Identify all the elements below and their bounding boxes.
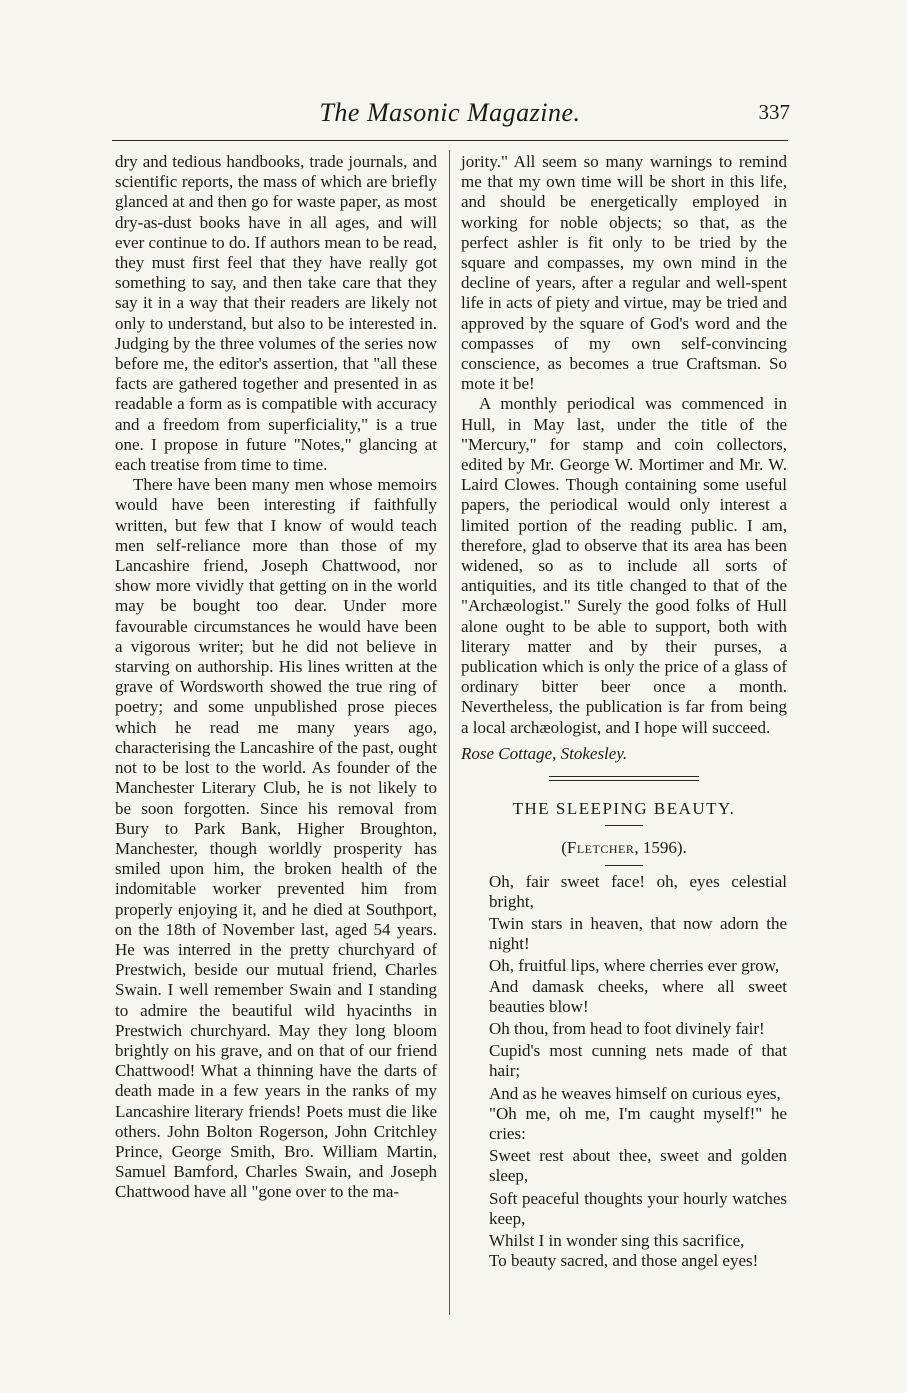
poem-verse: To beauty sacred, and those angel eyes!: [489, 1251, 759, 1271]
poem-verse: Soft peaceful thoughts your hourly watches keep,: [489, 1188, 787, 1228]
left-column: [115, 152, 437, 1203]
title-rule: [605, 825, 643, 826]
poem-verse: And as he weaves himself on curious eyes,: [489, 1083, 781, 1103]
poem-verse: Sweet rest about thee, sweet and golden sleep,: [489, 1146, 787, 1186]
poem-verse: Oh thou, from head to foot divinely fair!: [489, 1018, 765, 1038]
page-header: [110, 98, 790, 128]
signature: Rose Cottage, Stokesley.: [461, 743, 628, 763]
poem-body: [461, 872, 787, 1272]
poem-title: THE SLEEPING BEAUTY.: [512, 799, 736, 819]
poem-attribution: [461, 838, 787, 858]
page-number: 337: [758, 100, 790, 124]
right-column: [461, 152, 787, 1271]
poem-verse: Whilst I in wonder sing this sacrifice,: [489, 1230, 745, 1250]
header-rule: [112, 140, 788, 141]
paragraph: dry and tedious handbooks, trade journals, and scientific reports, the mass of which are briefly glanced at and then go for waste paper, as most dry-as-dust books have in all ages, and will ever continue to do. If authors mean to be read, they must first feel that they have really got something to say, and then take care that they say it in a way that their readers are likely not only to understand, but also to be interested in. Judging by the three volumes of the series now before me, the editor's assertion, that "all these facts are gathered together and presented in as readable a form as is compatible with accuracy and a freedom from superficiality," is a true one. I propose in future "Notes," glancing at each treatise from time to time.: [115, 152, 437, 475]
column-divider: [449, 150, 450, 1315]
section-rule: [549, 776, 699, 781]
running-title: The Masonic Magazine.: [319, 98, 581, 127]
attribution-author: Fletcher: [566, 838, 635, 858]
poem-verse: Cupid's most cunning nets made of that hair;: [489, 1041, 787, 1081]
poem-verse: And damask cheeks, where all sweet beauties blow!: [489, 976, 787, 1016]
poem-verse: Oh, fair sweet face! oh, eyes celestial bright,: [489, 871, 787, 911]
paragraph: jority." All seem so many warnings to remind me that my own time will be short in this life, and should be energetically employed in working for noble objects; so that, as the perfect ashler is fit only to be tried by the square and compasses, my own mind in the decline of years, after a regular and well-spent life in acts of piety and virtue, may be tried and approved by the square of God's word and the compasses of my own self-convincing conscience, as becomes a true Craftsman. So mote it be!: [461, 152, 787, 394]
poem-verse: Twin stars in heaven, that now adorn the night!: [489, 913, 787, 954]
attribution-close: , 1596).: [634, 838, 687, 858]
paragraph: There have been many men whose memoirs would have been interesting if faithfully written, but few that I know of would teach men self-reliance more than those of my Lancashire friend, Joseph Chattwood, nor show more vividly that getting on in the world may be bought too dear. Under more favourable circumstances he would have been a vigorous writer; but he did not believe in starving on authorship. His lines written at the grave of Wordsworth showed the true ring of poetry; and some unpublished prose pieces which he read me many years ago, characterising the Lancashire of the past, ought not to be lost to the world. As founder of the Manchester Literary Club, he is not likely to be soon forgotten. Since his removal from Bury to Park Bank, Higher Broughton, Manchester, though worldly prosperity has smiled upon him, the broken health of the indomitable worker prevented him from properly enjoying it, and he died at Southport, on the 18th of November last, aged 54 years. He was interred in the pretty churchyard of Prestwich, beside our mutual friend, Charles Swain. I well remember Swain and I standing to admire the beautiful wild hyacinths in Prestwich churchyard. May they long bloom brightly on his grave, and on that of our friend Chattwood! What a thinning have the darts of death made in a few years in the ranks of my Lancashire literary friends! Poets must die like others. John Bolton Rogerson, John Critchley Prince, George Smith, Bro. William Martin, Samuel Bamford, Charles Swain, and Joseph Chattwood have all "gone over to the ma-: [115, 475, 437, 1202]
paragraph: A monthly periodical was commenced in Hull, in May last, under the title of the "Mercury," for stamp and coin collectors, edited by Mr. George W. Mortimer and Mr. W. Laird Clowes. Though containing some useful papers, the periodical would only interest a limited portion of the reading public. I am, therefore, glad to observe that its area has been widened, so as to include all sorts of antiquities, and its title changed to that of the "Archæologist." Surely the good folks of Hull alone ought to be able to support, both with literary matter and by their purses, a publication which is only the price of a glass of ordinary bitter beer once a month. Nevertheless, the publication is far from being a local archæologist, and I hope will succeed.: [461, 394, 787, 737]
poem-verse: Oh, fruitful lips, where cherries ever grow,: [489, 956, 780, 976]
poem-verse: "Oh me, oh me, I'm caught myself!" he cries:: [489, 1103, 787, 1143]
attribution-rule: [605, 865, 643, 866]
attribution-open: (: [561, 838, 567, 858]
